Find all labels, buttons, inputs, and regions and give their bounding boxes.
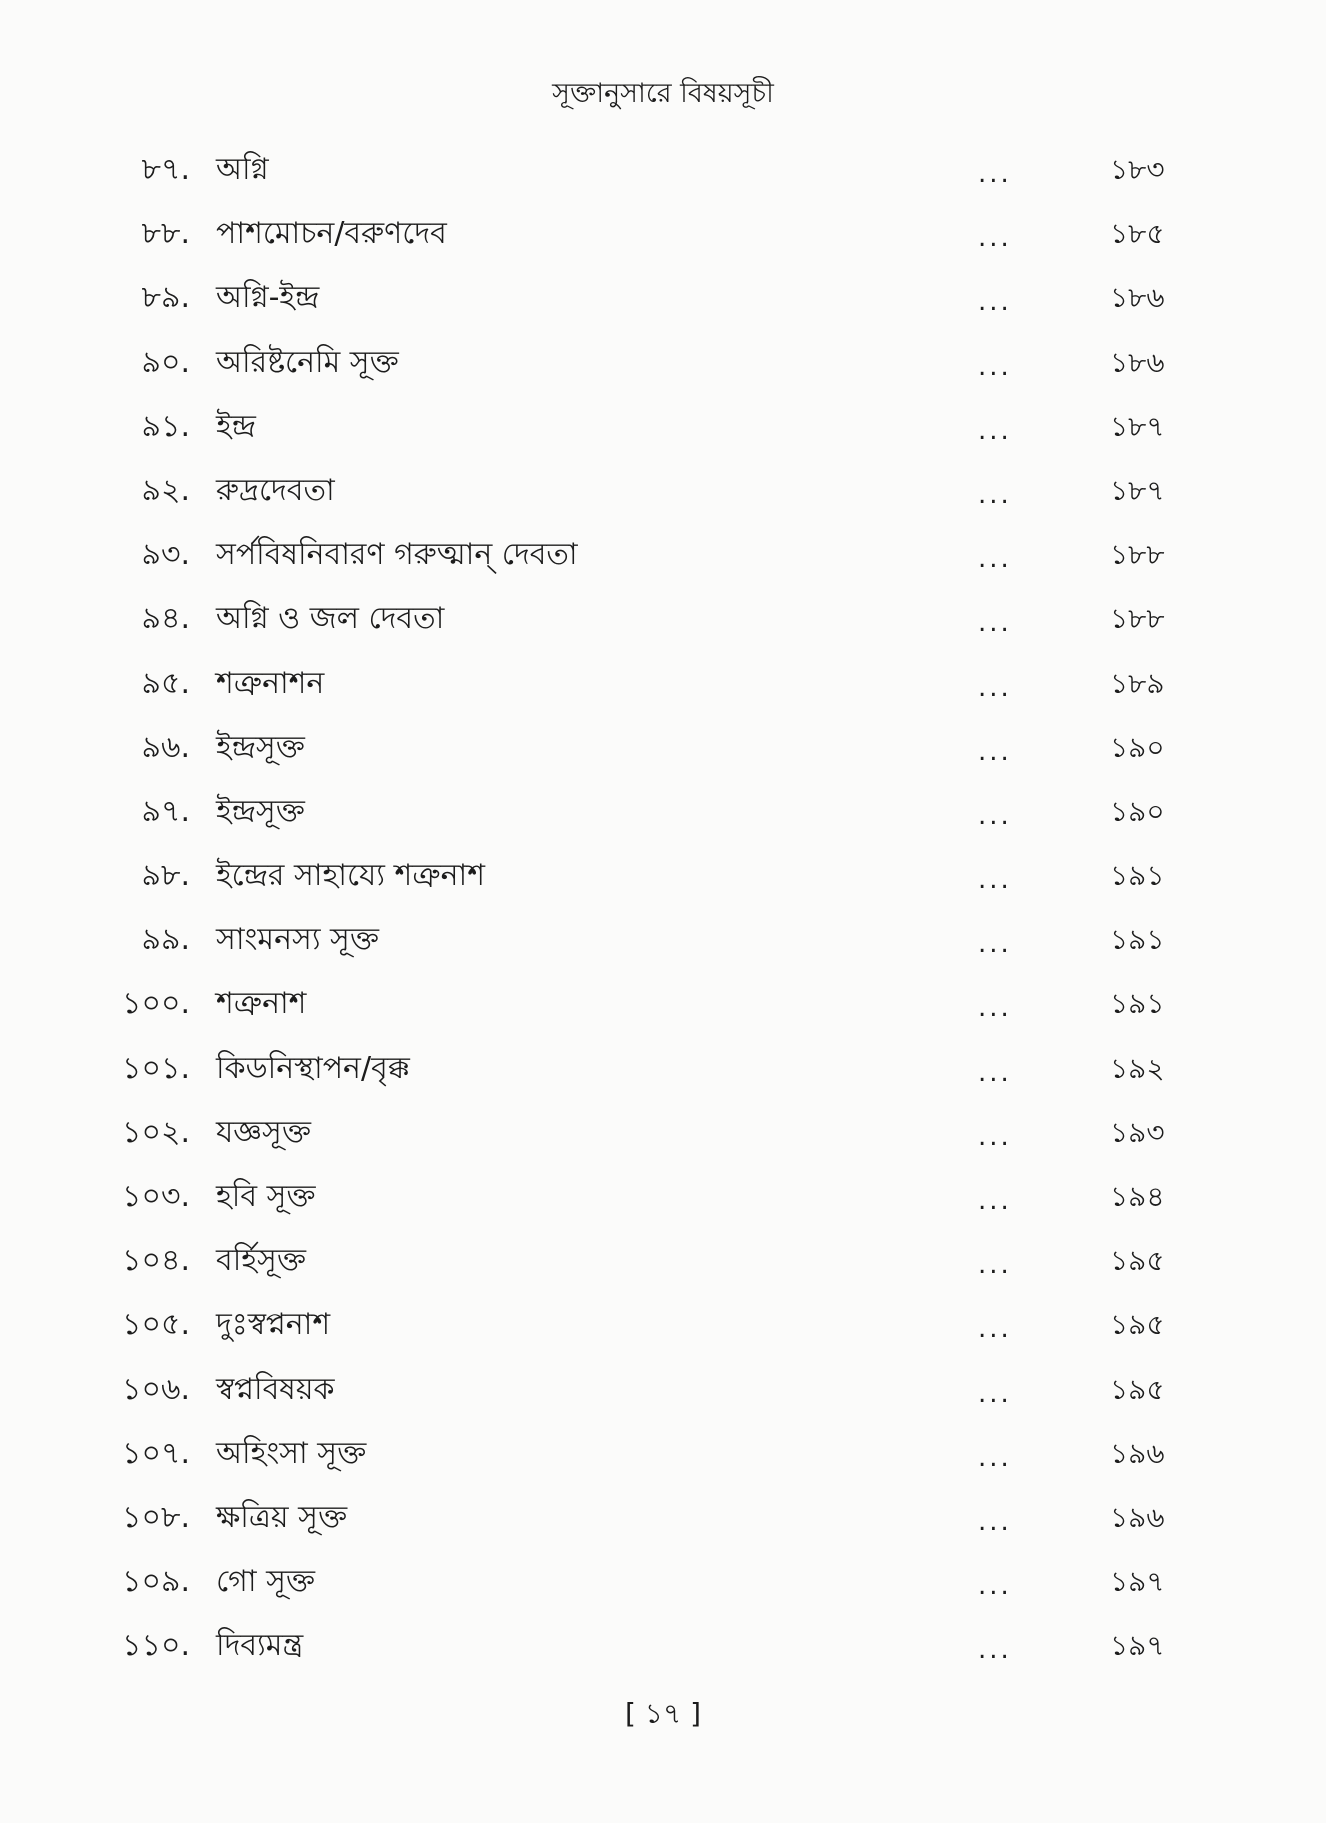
entry-title: অহিংসা সূক্ত bbox=[216, 1435, 367, 1471]
entry-number: ৯৭. bbox=[141, 793, 190, 829]
entry-title: সর্পবিষনিবারণ গরুত্মান্‌ দেবতা bbox=[216, 537, 578, 573]
entry-leader: ... bbox=[978, 1314, 1012, 1345]
entry-number: ৮৭. bbox=[141, 152, 190, 187]
entry-number: ৯৩. bbox=[141, 537, 190, 573]
entry-page: ১৮৬ bbox=[1110, 345, 1165, 379]
entry-number: ১০৬. bbox=[121, 1371, 190, 1407]
entry-number: ১০৫. bbox=[122, 1307, 190, 1343]
entry-leader: ... bbox=[978, 1378, 1012, 1409]
entry-leader: ... bbox=[978, 1057, 1012, 1088]
entry-number: ৯৫. bbox=[141, 665, 190, 701]
toc-entry bbox=[0, 1231, 1326, 1295]
entry-leader: ... bbox=[978, 672, 1012, 703]
entry-page: ১৮৩ bbox=[1110, 153, 1165, 186]
entry-number: ৯২. bbox=[141, 472, 190, 508]
entry-leader: ... bbox=[978, 800, 1012, 831]
entry-number: ৯০. bbox=[141, 344, 190, 380]
toc-entry bbox=[0, 1103, 1326, 1167]
entry-title: অগ্নি-ইন্দ্র bbox=[216, 280, 320, 316]
entry-title: যজ্ঞসূক্ত bbox=[216, 1114, 311, 1150]
entry-leader: ... bbox=[978, 415, 1012, 446]
toc-entry bbox=[0, 204, 1326, 268]
entry-title: স্বপ্নবিষয়ক bbox=[216, 1371, 335, 1407]
entry-number: ১০৩. bbox=[121, 1179, 190, 1214]
entry-number: ১০৪. bbox=[122, 1243, 190, 1279]
page-number: [ ১৭ ] bbox=[624, 1697, 702, 1730]
entry-leader: ... bbox=[978, 1571, 1012, 1602]
toc-entry bbox=[0, 397, 1326, 461]
entry-page: ১৮৭ bbox=[1110, 409, 1165, 443]
toc-entry bbox=[0, 525, 1326, 589]
entry-leader: ... bbox=[978, 351, 1012, 382]
entry-leader: ... bbox=[978, 1635, 1012, 1666]
entry-number: ৯৬. bbox=[141, 729, 190, 765]
entry-page: ১৮৮ bbox=[1110, 602, 1165, 636]
entry-title: ইন্দ্রসূক্ত bbox=[216, 793, 305, 829]
entry-page: ১৮৯ bbox=[1110, 666, 1165, 700]
entry-title: ইন্দ্রসূক্ত bbox=[216, 729, 305, 765]
entry-number: ১০৯. bbox=[122, 1564, 190, 1600]
entry-leader: ... bbox=[978, 479, 1012, 510]
entry-number: ১০৭. bbox=[121, 1435, 190, 1471]
entry-leader: ... bbox=[978, 287, 1012, 318]
toc-entry bbox=[0, 1039, 1326, 1103]
entry-number: ১০১. bbox=[122, 1050, 190, 1086]
entry-leader: ... bbox=[978, 929, 1012, 960]
entry-title: সাংমনস্য সূক্ত bbox=[216, 922, 380, 958]
entry-page: ১৯১ bbox=[1110, 859, 1165, 893]
entry-leader: ... bbox=[978, 1442, 1012, 1473]
entry-number: ১১০. bbox=[122, 1628, 190, 1664]
toc-entry bbox=[0, 974, 1326, 1038]
entry-leader: ... bbox=[978, 1186, 1012, 1216]
entry-leader: ... bbox=[978, 223, 1012, 254]
entry-title: অগ্নি bbox=[216, 152, 269, 187]
entry-title: ইন্দ্রের সাহায্যে শত্রুনাশ bbox=[216, 858, 485, 894]
toc-entry bbox=[0, 910, 1326, 974]
entry-leader: ... bbox=[978, 1121, 1012, 1152]
entry-title: বর্হিসূক্ত bbox=[216, 1243, 307, 1279]
entry-page: ১৮৮ bbox=[1110, 538, 1165, 572]
entry-page: ১৯৬ bbox=[1110, 1436, 1165, 1470]
entry-number: ৯৪. bbox=[141, 601, 190, 637]
entry-page: ১৯১ bbox=[1110, 923, 1165, 957]
toc-entry bbox=[0, 718, 1326, 782]
toc-entry bbox=[0, 1424, 1326, 1488]
entry-number: ১০৮. bbox=[122, 1499, 190, 1535]
entry-number: ৯৯. bbox=[141, 922, 190, 958]
entry-title: শত্রুনাশ bbox=[216, 986, 307, 1022]
entry-page: ১৯৫ bbox=[1110, 1244, 1165, 1278]
toc-entry bbox=[0, 333, 1326, 397]
entry-leader: ... bbox=[978, 1250, 1012, 1281]
entry-leader: ... bbox=[978, 608, 1012, 639]
entry-title: পাশমোচন/বরুণদেব bbox=[216, 216, 447, 252]
entry-title: দুঃস্বপ্ননাশ bbox=[216, 1307, 331, 1343]
entry-title: অগ্নি ও জল দেবতা bbox=[216, 601, 445, 637]
toc-entry bbox=[0, 268, 1326, 332]
entry-page: ১৮৭ bbox=[1110, 473, 1165, 507]
entry-page: ১৯৩ bbox=[1110, 1115, 1165, 1149]
entry-page: ১৯৪ bbox=[1110, 1180, 1165, 1213]
entry-title: রুদ্রদেবতা bbox=[216, 472, 335, 508]
toc-entry bbox=[0, 1167, 1326, 1231]
toc-entry bbox=[0, 589, 1326, 653]
toc-entry bbox=[0, 140, 1326, 204]
entry-page: ১৮৬ bbox=[1110, 281, 1165, 315]
toc-entry bbox=[0, 1552, 1326, 1616]
entry-number: ৯১. bbox=[141, 408, 190, 444]
entry-title: অরিষ্টনেমি সূক্ত bbox=[216, 344, 399, 380]
entry-number: ১০২. bbox=[121, 1114, 190, 1150]
entry-page: ১৯১ bbox=[1110, 987, 1165, 1021]
entry-number: ৯৮. bbox=[141, 858, 190, 894]
entry-leader: ... bbox=[978, 544, 1012, 575]
entry-page: ১৯৭ bbox=[1110, 1565, 1165, 1599]
toc-entry bbox=[0, 846, 1326, 910]
entry-page: ১৯০ bbox=[1110, 794, 1165, 828]
entry-title: দিব্যমন্ত্র bbox=[216, 1628, 304, 1664]
entry-leader: ... bbox=[978, 736, 1012, 767]
entry-number: ৮৮. bbox=[141, 216, 190, 252]
entry-title: গো সূক্ত bbox=[216, 1564, 316, 1600]
entry-leader: ... bbox=[978, 159, 1012, 189]
toc-entry bbox=[0, 782, 1326, 846]
entry-page: ১৯৭ bbox=[1110, 1629, 1165, 1663]
entry-leader: ... bbox=[978, 1506, 1012, 1537]
toc-entry bbox=[0, 1488, 1326, 1552]
entry-title: ক্ষত্রিয় সূক্ত bbox=[216, 1499, 348, 1535]
entry-page: ১৯২ bbox=[1110, 1051, 1165, 1085]
entry-page: ১৯৫ bbox=[1110, 1372, 1165, 1406]
entry-title: শত্রুনাশন bbox=[216, 665, 325, 701]
entry-title: ইন্দ্র bbox=[216, 408, 256, 444]
entry-page: ১৮৫ bbox=[1110, 217, 1165, 251]
entry-title: কিডনিস্থাপন/বৃক্ক bbox=[216, 1050, 410, 1086]
table-of-contents bbox=[0, 140, 1326, 1681]
toc-entry bbox=[0, 1616, 1326, 1680]
toc-entry bbox=[0, 461, 1326, 525]
running-head: সূক্তানুসারে বিষয়সূচী bbox=[552, 78, 774, 109]
toc-entry bbox=[0, 1295, 1326, 1359]
entry-number: ১০০. bbox=[121, 986, 190, 1022]
entry-leader: ... bbox=[978, 865, 1012, 896]
entry-number: ৮৯. bbox=[141, 280, 190, 316]
entry-page: ১৯৫ bbox=[1110, 1308, 1165, 1342]
toc-entry bbox=[0, 654, 1326, 718]
entry-title: হবি সূক্ত bbox=[216, 1179, 316, 1214]
toc-entry bbox=[0, 1360, 1326, 1424]
entry-page: ১৯৬ bbox=[1110, 1500, 1165, 1534]
entry-leader: ... bbox=[978, 993, 1012, 1024]
entry-page: ১৯০ bbox=[1110, 730, 1165, 764]
